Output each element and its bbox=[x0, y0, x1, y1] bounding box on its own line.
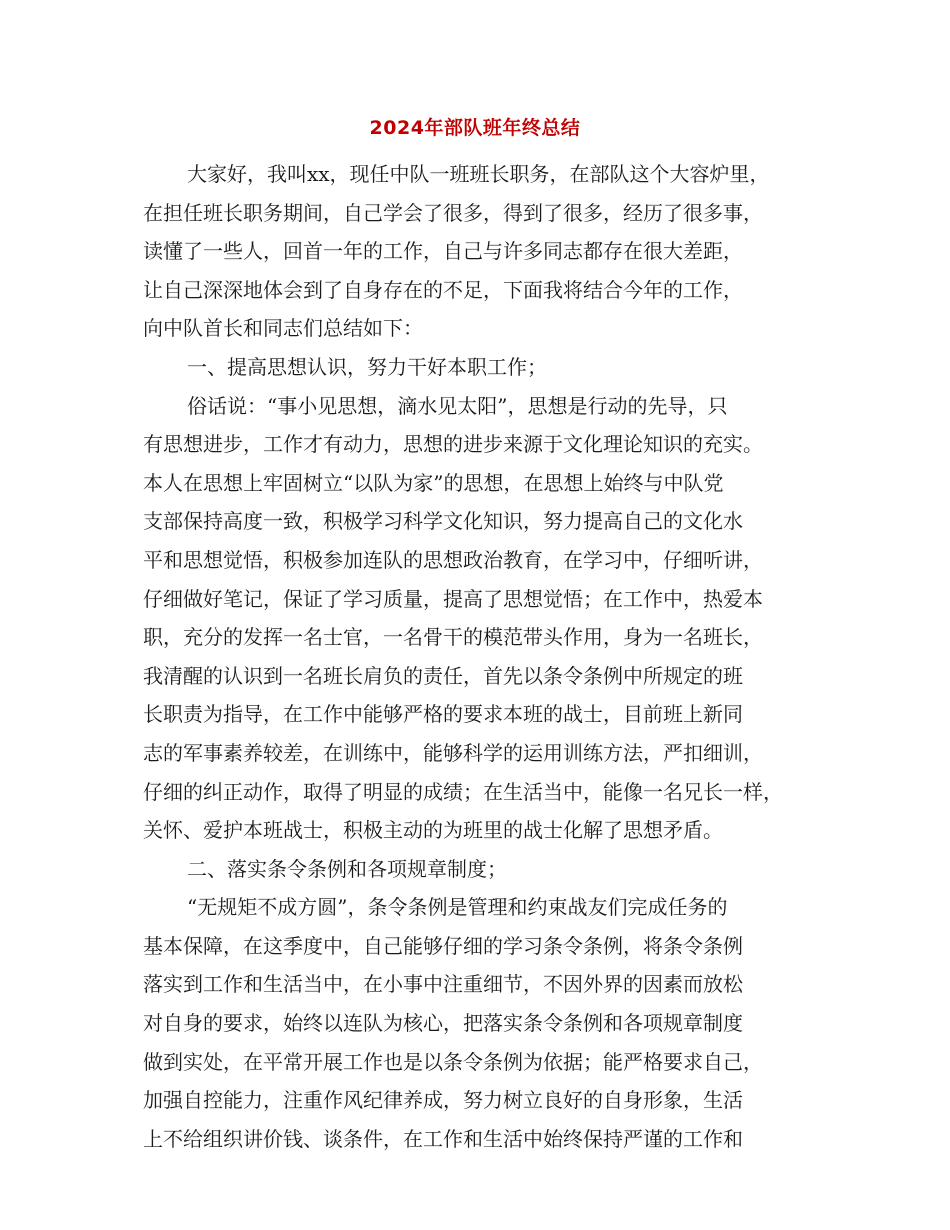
body-line: 仔细的纠正动作，取得了明显的成绩；在生活当中，能像一名兄长一样， bbox=[143, 779, 783, 804]
body-line: 上不给组织讲价钱、谈条件，在工作和生活中始终保持严谨的工作和 bbox=[143, 1126, 743, 1151]
document-title: 2024年部队班年终总结 bbox=[369, 117, 581, 139]
body-line: 仔细做好笔记，保证了学习质量，提高了思想觉悟；在工作中，热爱本 bbox=[143, 586, 763, 611]
body-line: 对自身的要求，始终以连队为核心，把落实条令条例和各项规章制度 bbox=[143, 1011, 743, 1036]
body-line: 俗话说：“事小见思想，滴水见太阳”，思想是行动的先导，只 bbox=[187, 393, 728, 418]
body-line: 本人在思想上牢固树立“以队为家”的思想，在思想上始终与中队党 bbox=[143, 470, 724, 495]
body-line: 支部保持高度一致，积极学习科学文化知识，努力提高自己的文化水 bbox=[143, 509, 743, 534]
body-line: 做到实处，在平常开展工作也是以条令条例为依据；能严格要求自己， bbox=[143, 1049, 763, 1074]
body-line: “无规矩不成方圆”，条令条例是管理和约束战友们完成任务的 bbox=[187, 895, 728, 920]
body-line: 有思想进步，工作才有动力，思想的进步来源于文化理论知识的充实。 bbox=[143, 432, 763, 457]
body-line: 向中队首长和同志们总结如下： bbox=[143, 316, 423, 341]
body-line: 志的军事素养较差，在训练中，能够科学的运用训练方法，严扣细训， bbox=[143, 740, 763, 765]
document-body bbox=[143, 155, 823, 1158]
body-line: 一、提高思想认识，努力干好本职工作； bbox=[187, 354, 547, 379]
body-line: 大家好，我叫xx，现任中队一班班长职务，在部队这个大容炉里， bbox=[187, 162, 770, 186]
body-line: 落实到工作和生活当中，在小事中注重细节，不因外界的因素而放松 bbox=[143, 972, 743, 997]
body-line: 平和思想觉悟，积极参加连队的思想政治教育，在学习中，仔细听讲， bbox=[143, 547, 763, 572]
body-line: 二、落实条令条例和各项规章制度； bbox=[187, 856, 507, 881]
body-line: 长职责为指导，在工作中能够严格的要求本班的战士，目前班上新同 bbox=[143, 702, 743, 727]
body-line: 让自己深深地体会到了自身存在的不足，下面我将结合今年的工作， bbox=[143, 277, 743, 302]
body-line: 我清醒的认识到一名班长肩负的责任，首先以条令条例中所规定的班 bbox=[143, 663, 743, 688]
body-line: 加强自控能力，注重作风纪律养成，努力树立良好的自身形象，生活 bbox=[143, 1088, 743, 1113]
body-line: 基本保障，在这季度中，自己能够仔细的学习条令条例，将条令条例 bbox=[143, 933, 743, 958]
body-line: 职，充分的发挥一名士官，一名骨干的模范带头作用，身为一名班长， bbox=[143, 625, 763, 650]
body-line: 读懂了一些人，回首一年的工作，自己与许多同志都存在很大差距， bbox=[143, 239, 743, 264]
body-line: 在担任班长职务期间，自己学会了很多，得到了很多，经历了很多事， bbox=[143, 200, 763, 225]
body-line: 关怀、爱护本班战士，积极主动的为班里的战士化解了思想矛盾。 bbox=[143, 818, 723, 843]
